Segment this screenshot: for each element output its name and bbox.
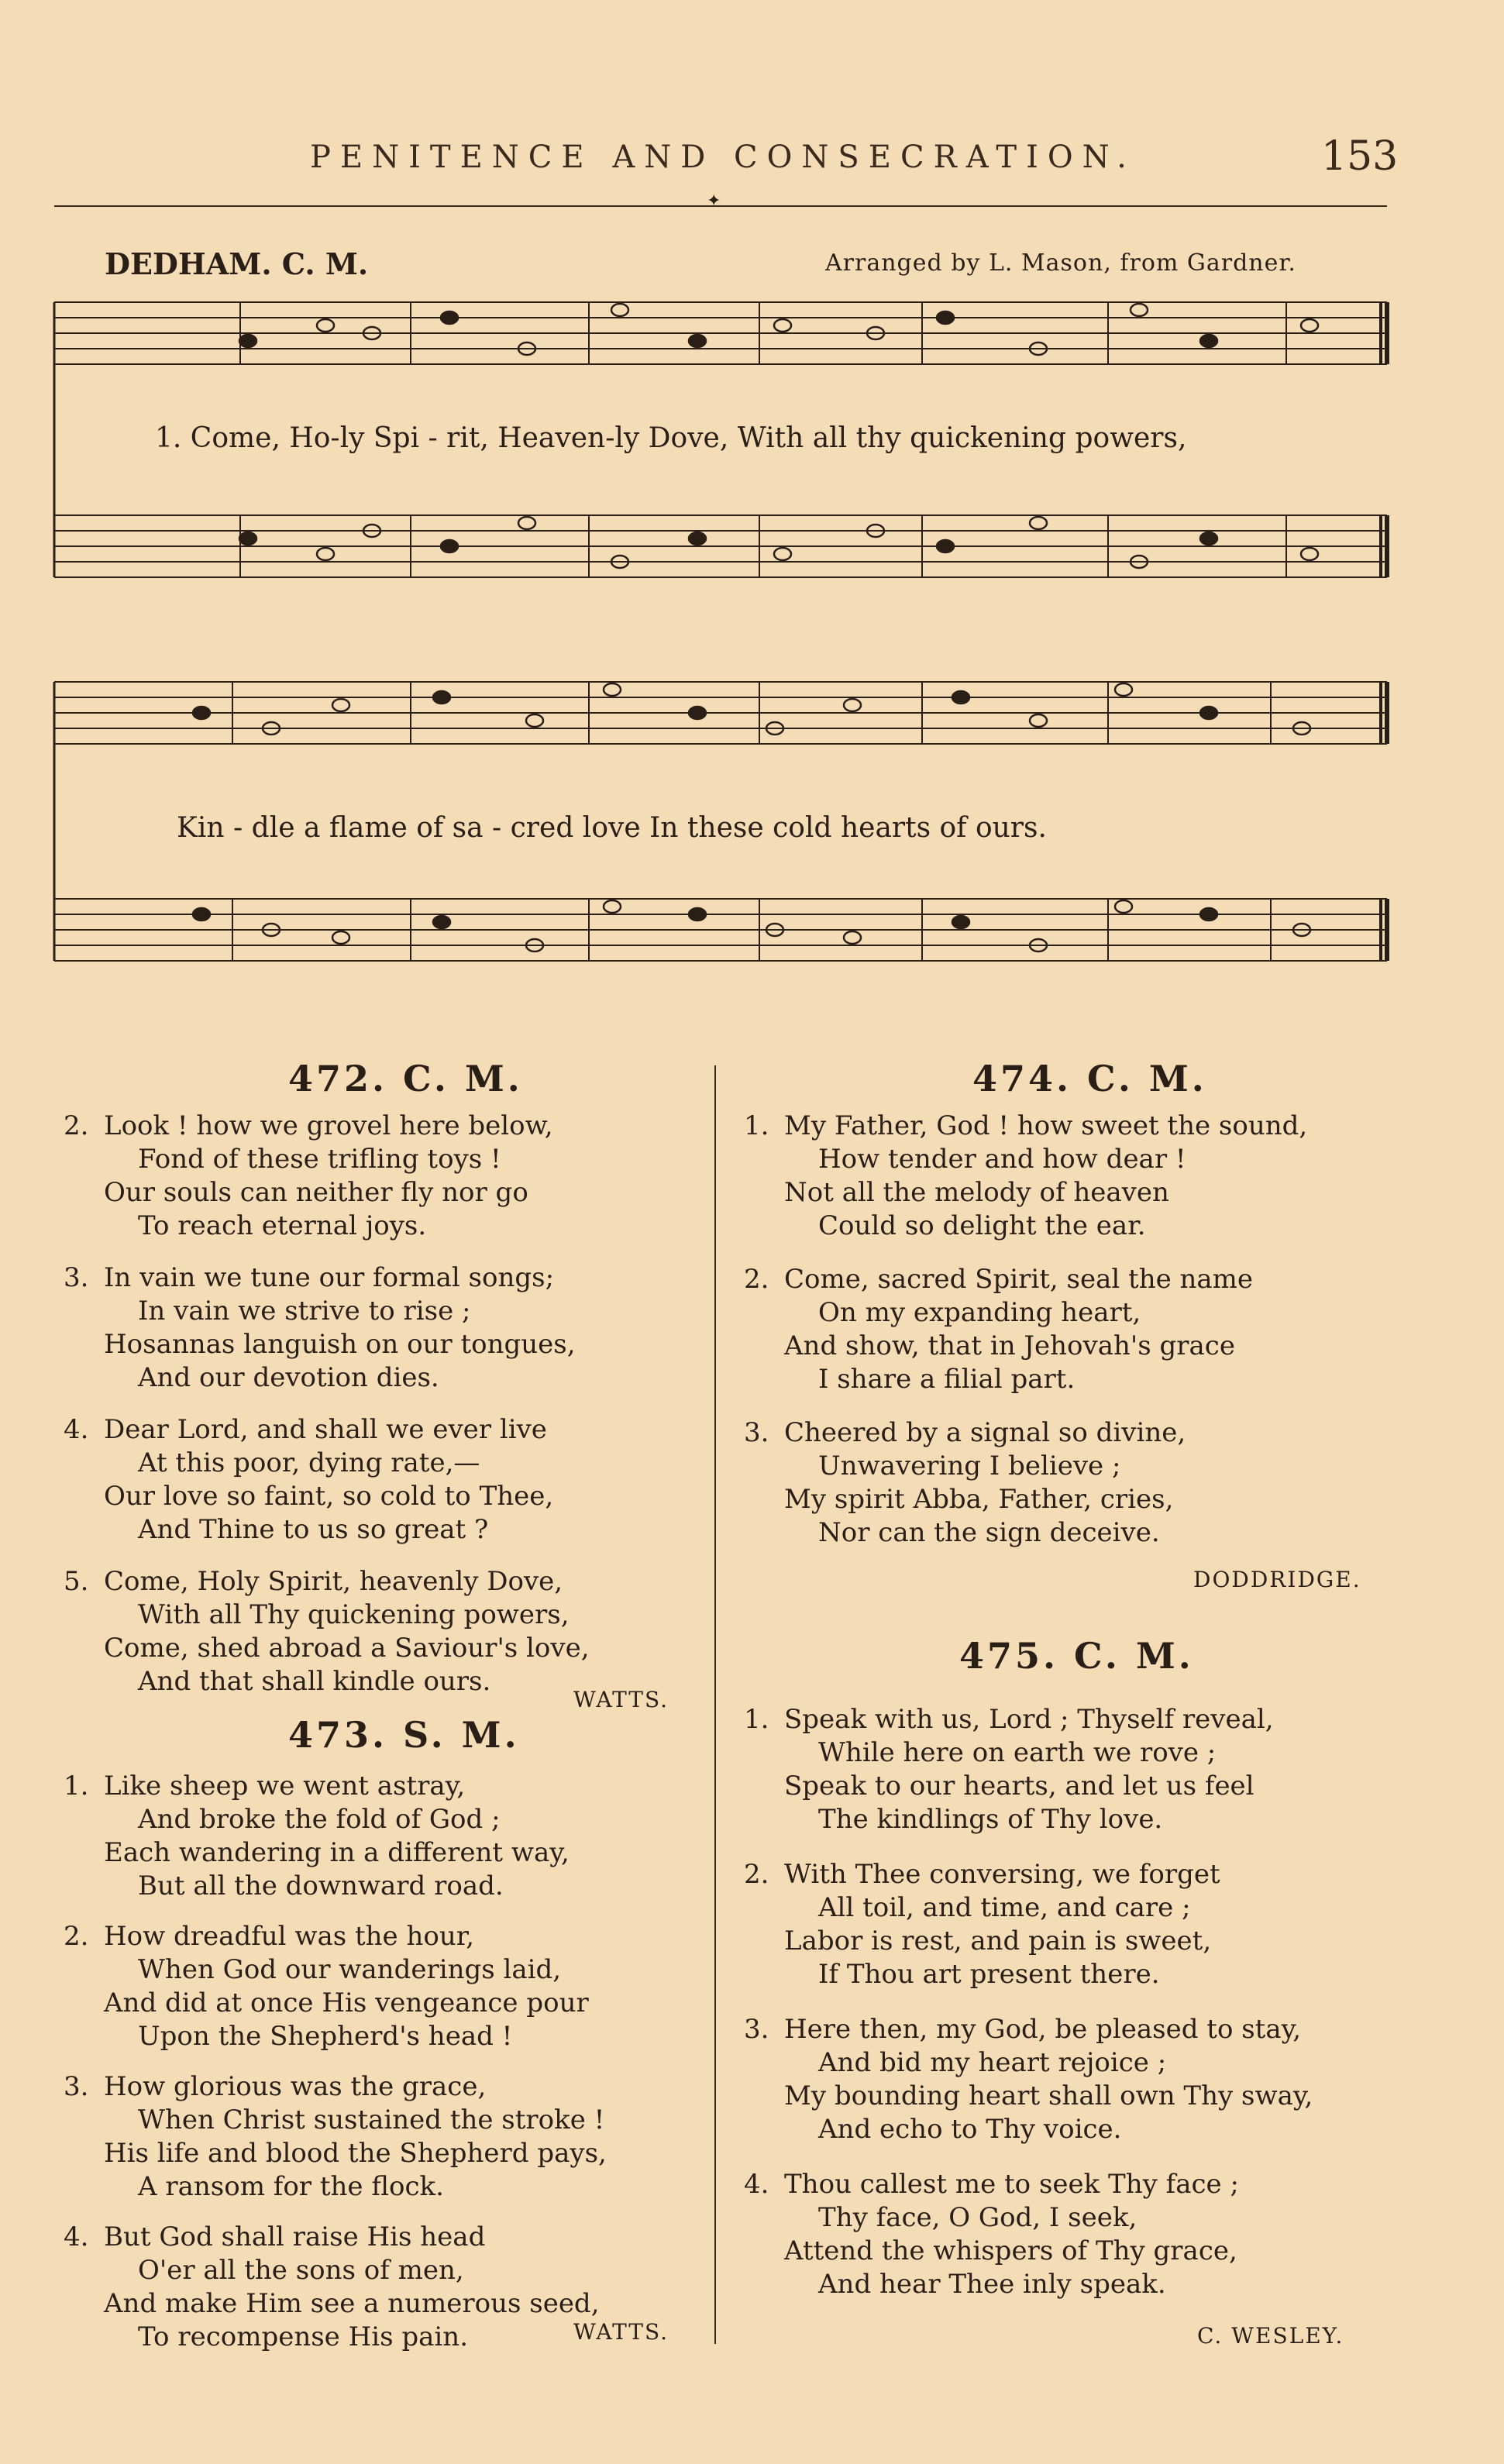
note-head [1115, 683, 1132, 696]
running-title: PENITENCE AND CONSECRATION. [310, 139, 1136, 175]
stanza-line [744, 1143, 1307, 1176]
column-divider [714, 1065, 716, 2344]
ornament-icon: ✦ [707, 191, 721, 211]
stanza-line [744, 2268, 1313, 2301]
line-text: With all Thy quickening powers, [138, 1599, 570, 1630]
stanza [64, 1413, 590, 1547]
note-head [689, 335, 706, 347]
stanza-line [744, 1516, 1307, 1550]
note-head [441, 311, 458, 324]
line-text: Could so delight the ear. [818, 1210, 1146, 1241]
line-text: Here then, my God, be pleased to stay, [784, 2014, 1302, 2045]
line-text: Unwavering I believe ; [818, 1451, 1121, 1481]
stanza-line [64, 2254, 607, 2287]
stanza-number: 4. [64, 1414, 89, 1445]
line-text: Cheered by a signal so divine, [784, 1417, 1186, 1448]
stanza [744, 1703, 1313, 1836]
note-head [1301, 319, 1318, 332]
line-text: In vain we tune our formal songs; [104, 1262, 555, 1293]
stanza-number: 2. [64, 1110, 89, 1141]
stanza-number: 1. [64, 1771, 89, 1802]
line-text: To recompense His pain. [138, 2321, 468, 2352]
line-text: If Thou art present there. [818, 1959, 1160, 1990]
line-text: And make Him see a numerous seed, [104, 2288, 600, 2319]
note-head [952, 691, 969, 704]
note-head [774, 548, 791, 560]
stanza-line [744, 1450, 1307, 1483]
stanza [64, 1261, 590, 1395]
note-head [844, 699, 861, 711]
stanza-line [744, 1210, 1307, 1243]
note-head [1030, 714, 1047, 727]
note-head [433, 916, 450, 928]
line-text: But God shall raise His head [104, 2221, 486, 2252]
line-text: And hear Thee inly speak. [818, 2269, 1166, 2300]
note-head [1131, 304, 1148, 316]
stanza-line [64, 1803, 607, 1836]
stanza-line [64, 1987, 607, 2020]
stanza-number: 2. [64, 1921, 89, 1952]
hymn-472-heading: 472. C. M. [288, 1058, 523, 1100]
note-head [611, 304, 628, 316]
note-head [526, 714, 543, 727]
hymn-474-stanzas [744, 1110, 1307, 1570]
stanza [744, 1416, 1307, 1550]
line-text: In vain we strive to rise ; [138, 1296, 471, 1327]
hymn-474-author: DODDRIDGE. [1193, 1567, 1361, 1592]
line-text: And show, that in Jehovah's grace [784, 1330, 1235, 1361]
stanza-number: 1. [744, 1704, 769, 1735]
stanza-line [744, 1925, 1313, 1958]
line-text: While here on earth we rove ; [818, 1737, 1217, 1768]
stanza [64, 1920, 607, 2053]
stanza-line [744, 1110, 1307, 1143]
stanza-line [64, 1176, 590, 1210]
line-text: Our love so faint, so cold to Thee, [104, 1481, 554, 1512]
stanza-line [744, 2201, 1313, 2235]
note-head [239, 335, 256, 347]
note-head [689, 908, 706, 921]
stanza-line [744, 2168, 1313, 2201]
line-text: And our devotion dies. [138, 1362, 439, 1393]
line-text: Attend the whispers of Thy grace, [784, 2235, 1237, 2266]
line-text: Thy face, O God, I seek, [818, 2202, 1137, 2233]
note-head [193, 707, 210, 719]
stanza-number: 3. [744, 2014, 769, 2045]
stanza-number: 3. [64, 2071, 89, 2102]
stanza-line [64, 2221, 607, 2254]
hymn-473-author: WATTS. [573, 2319, 669, 2345]
note-head [1200, 532, 1217, 545]
line-text: My spirit Abba, Father, cries, [784, 1484, 1174, 1515]
hymn-473-heading: 473. S. M. [288, 1714, 520, 1756]
stanza-line [64, 2287, 607, 2321]
note-head [518, 517, 535, 529]
note-head [689, 532, 706, 545]
stanza [64, 1110, 590, 1243]
stanza-line [744, 1803, 1313, 1836]
stanza-number: 2. [744, 1859, 769, 1890]
line-text: All toil, and time, and care ; [818, 1892, 1191, 1923]
note-head [1115, 900, 1132, 913]
stanza [744, 1858, 1313, 1991]
stanza [744, 1263, 1307, 1396]
stanza-line [744, 2046, 1313, 2080]
stanza [64, 1565, 590, 1698]
line-text: And that shall kindle ours. [138, 1666, 491, 1697]
line-text: Nor can the sign deceive. [818, 1517, 1160, 1548]
note-head [1200, 908, 1217, 921]
stanza [64, 2221, 607, 2354]
stanza-line [64, 1953, 607, 1987]
stanza [64, 1770, 607, 1903]
page-number: 153 [1321, 133, 1399, 180]
line-text: Hosannas languish on our tongues, [104, 1329, 576, 1360]
note-head [1030, 517, 1047, 529]
stanza-line [744, 1296, 1307, 1330]
line-text: Come, sacred Spirit, seal the name [784, 1264, 1254, 1295]
stanza-line [64, 1328, 590, 1361]
line-text: Upon the Shepherd's head ! [138, 2021, 513, 2052]
stanza-line [64, 1413, 590, 1447]
stanza-line [64, 1361, 590, 1395]
hymn-475-author: C. WESLEY. [1197, 2323, 1344, 2349]
stanza-line [64, 1920, 607, 1953]
stanza [744, 2168, 1313, 2301]
stanza [64, 2070, 607, 2204]
line-text: Each wandering in a different way, [104, 1837, 570, 1868]
note-head [332, 931, 349, 944]
stanza-line [64, 2070, 607, 2104]
line-text: Not all the melody of heaven [784, 1177, 1169, 1208]
line-text: Come, shed abroad a Saviour's love, [104, 1633, 590, 1664]
tune-name: DEDHAM. C. M. [105, 246, 369, 281]
stanza [744, 2013, 1313, 2146]
stanza-number: 3. [744, 1417, 769, 1448]
stanza-number: 1. [744, 1110, 769, 1141]
note-head [332, 699, 349, 711]
stanza-number: 5. [64, 1566, 89, 1597]
stanza-line [744, 1330, 1307, 1363]
line-text: And broke the fold of God ; [138, 1804, 501, 1835]
stanza-line [64, 1599, 590, 1632]
stanza-line [744, 1858, 1313, 1891]
stanza-line [744, 2080, 1313, 2113]
stanza-line [64, 1665, 590, 1698]
stanza-line [64, 2137, 607, 2170]
line-text: A ransom for the flock. [138, 2171, 444, 2202]
note-head [317, 319, 334, 332]
arranger-credit: Arranged by L. Mason, from Gardner. [825, 249, 1296, 277]
stanza-line [744, 1416, 1307, 1450]
line-text: Like sheep we went astray, [104, 1771, 466, 1802]
stanza-line [744, 1770, 1313, 1803]
stanza-line [744, 1958, 1313, 1991]
stanza-line [64, 2020, 607, 2053]
stanza-line [744, 2113, 1313, 2146]
line-text: To reach eternal joys. [138, 1210, 427, 1241]
stanza-line [64, 1261, 590, 1295]
hymn-475-stanzas [744, 1703, 1313, 2323]
line-text: Our souls can neither fly nor go [104, 1177, 528, 1208]
line-text: Labor is rest, and pain is sweet, [784, 1925, 1212, 1956]
note-head [193, 908, 210, 921]
stanza-line [64, 1143, 590, 1176]
line-text: At this poor, dying rate,— [138, 1447, 480, 1478]
line-text: How dreadful was the hour, [104, 1921, 475, 1952]
line-text: And did at once His vengeance pour [104, 1987, 589, 2018]
note-head [604, 683, 621, 696]
line-text: O'er all the sons of men, [138, 2255, 464, 2286]
stanza-line [64, 2170, 607, 2204]
stanza-line [64, 1836, 607, 1870]
hymn-474-heading: 474. C. M. [972, 1058, 1207, 1100]
stanza-line [744, 1363, 1307, 1396]
line-text: And Thine to us so great ? [138, 1514, 489, 1545]
stanza-line [744, 1736, 1313, 1770]
stanza-line [64, 1480, 590, 1513]
note-head [774, 319, 791, 332]
stanza-line [64, 1565, 590, 1599]
stanza-line [64, 2321, 607, 2354]
note-head [239, 532, 256, 545]
line-text: And echo to Thy voice. [818, 2114, 1122, 2145]
line-text: How glorious was the grace, [104, 2071, 487, 2102]
stanza-line [744, 1703, 1313, 1736]
lyric-line-2: Kin - dle a flame of sa - cred love In these cold hearts of ours. [177, 812, 1047, 844]
note-head [937, 540, 954, 552]
line-text: With Thee conversing, we forget [784, 1859, 1220, 1890]
note-head [1200, 335, 1217, 347]
hymn-475-heading: 475. C. M. [959, 1635, 1194, 1677]
line-text: On my expanding heart, [818, 1297, 1141, 1328]
line-text: Speak to our hearts, and let us feel [784, 1771, 1254, 1802]
note-head [441, 540, 458, 552]
music-score [0, 0, 1504, 1031]
stanza-line [64, 1210, 590, 1243]
line-text: Fond of these trifling toys ! [138, 1144, 501, 1175]
line-text: Speak with us, Lord ; Thyself reveal, [784, 1704, 1274, 1735]
stanza-line [64, 1110, 590, 1143]
note-head [844, 931, 861, 944]
line-text: His life and blood the Shepherd pays, [104, 2138, 607, 2169]
stanza-line [64, 1447, 590, 1480]
stanza-line [744, 2235, 1313, 2268]
stanza-line [64, 1770, 607, 1803]
hymn-473-stanzas [64, 1770, 607, 2371]
line-text: I share a filial part. [818, 1364, 1076, 1395]
line-text: Thou callest me to seek Thy face ; [784, 2169, 1239, 2200]
stanza-number: 2. [744, 1264, 769, 1295]
hymn-472-author: WATTS. [573, 1687, 669, 1712]
stanza-line [64, 1513, 590, 1547]
line-text: Look ! how we grovel here below, [104, 1110, 553, 1141]
line-text: And bid my heart rejoice ; [818, 2047, 1167, 2078]
stanza-number: 3. [64, 1262, 89, 1293]
line-text: My Father, God ! how sweet the sound, [784, 1110, 1308, 1141]
stanza [744, 1110, 1307, 1243]
stanza-line [64, 2104, 607, 2137]
line-text: Come, Holy Spirit, heavenly Dove, [104, 1566, 563, 1597]
stanza-line [64, 1295, 590, 1328]
stanza-line [744, 1263, 1307, 1296]
stanza-line [744, 1483, 1307, 1516]
line-text: Dear Lord, and shall we ever live [104, 1414, 547, 1445]
stanza-line [744, 1891, 1313, 1925]
note-head [952, 916, 969, 928]
line-text: How tender and how dear ! [818, 1144, 1186, 1175]
line-text: But all the downward road. [138, 1870, 504, 1901]
note-head [1200, 707, 1217, 719]
note-head [317, 548, 334, 560]
lyric-line-1: 1. Come, Ho-ly Spi - rit, Heaven-ly Dove, With all thy quickening powers, [155, 422, 1187, 454]
line-text: The kindlings of Thy love. [818, 1804, 1163, 1835]
line-text: When Christ sustained the stroke ! [138, 2104, 605, 2135]
stanza-number: 4. [744, 2169, 769, 2200]
note-head [604, 900, 621, 913]
stanza-line [64, 1632, 590, 1665]
stanza-line [64, 1870, 607, 1903]
line-text: My bounding heart shall own Thy sway, [784, 2080, 1313, 2111]
stanza-number: 4. [64, 2221, 89, 2252]
note-head [937, 311, 954, 324]
line-text: When God our wanderings laid, [138, 1954, 562, 1985]
note-head [1301, 548, 1318, 560]
stanza-line [744, 1176, 1307, 1210]
stanza-line [744, 2013, 1313, 2046]
note-head [689, 707, 706, 719]
hymn-472-stanzas [64, 1110, 590, 1717]
note-head [433, 691, 450, 704]
